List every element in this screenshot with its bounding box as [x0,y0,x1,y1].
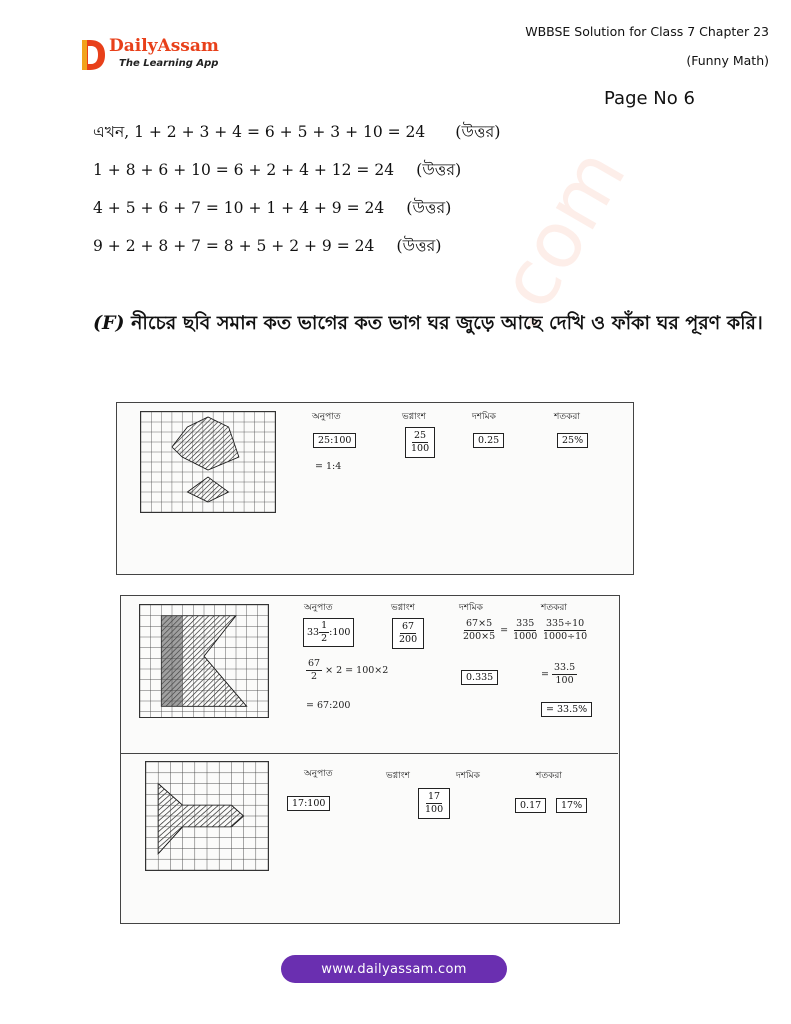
percent-box: 25% [557,433,588,448]
question-label: (F) [93,312,125,334]
panel-divider [120,753,618,754]
ratio-box: 33 $\frac{1}{2}$ :100 [303,618,354,647]
col-header-percent: শতকরা [554,412,580,422]
col-header-decimal: দশমিক [456,771,480,781]
col-header-fraction: ভগ্নাংশ [386,771,410,781]
ratio-box: 17:100 [287,796,330,811]
percent-step: $\frac{335\div 10}{1000\div 10}$ [543,618,588,642]
watermark: .com [470,134,644,345]
col-header-ratio: অনুপাত [304,769,333,779]
fraction-box: $\frac{17}{100}$ [418,788,450,819]
doc-title: WBBSE Solution for Class 7 Chapter 23 [525,24,769,39]
ratio-simplified: = 1:4 [315,461,342,472]
scan-panel-1 [116,402,634,575]
decimal-box: 0.335 [461,670,498,685]
fraction-box: $\frac{25}{100}$ [405,427,435,458]
col-header-decimal: দশমিক [459,603,483,613]
question-text: (F) নীচের ছবি সমান কত ভাগের কত ভাগ ঘর জুড়ে আছে দেখি ও ফাঁকা ঘর পূরণ করি। [93,312,763,334]
equation-line: 4 + 5 + 6 + 7 = 10 + 1 + 4 + 9 = 24 (উত্তর) [93,198,452,217]
equation-line: 9 + 2 + 8 + 7 = 8 + 5 + 2 + 9 = 24 (উত্তর) [93,236,442,255]
col-header-percent: শতকরা [536,771,562,781]
scan-panel-2 [120,595,620,924]
grid-figure-3 [145,761,269,871]
percent-mid: = $\frac{33.5}{100}$ [541,662,576,686]
col-header-percent: শতকরা [541,603,567,613]
col-header-ratio: অনুপাত [312,412,341,422]
decimal-box: 0.17 [515,798,546,813]
brand-name: DailyAssam [109,36,219,56]
percent-box: 17% [556,798,587,813]
decimal-box: 0.25 [473,433,504,448]
ratio-final: = 67:200 [306,700,351,711]
col-header-ratio: অনুপাত [304,603,333,613]
col-header-fraction: ভগ্নাংশ [402,412,426,422]
logo-d-icon [80,38,106,72]
page-number: Page No 6 [604,88,695,109]
equation-line: 1 + 8 + 6 + 10 = 6 + 2 + 4 + 12 = 24 (উত্তর) [93,160,462,179]
ratio-box: 25:100 [313,433,356,448]
brand-tagline: The Learning App [119,58,219,69]
equation-line: এখন, 1 + 2 + 3 + 4 = 6 + 5 + 3 + 10 = 24 (উত্তর) [93,122,501,141]
col-header-decimal: দশমিক [472,412,496,422]
percent-box: = 33.5% [541,702,592,717]
decimal-step: $\frac{67\times 5}{200\times 5}$ = $\frac{335}{1000}$ [463,618,538,642]
fraction-box: $\frac{67}{200}$ [392,618,424,649]
grid-figure-1 [140,411,276,513]
footer-url-pill[interactable]: www.dailyassam.com [281,955,507,983]
col-header-fraction: ভগ্নাংশ [391,603,415,613]
doc-subtitle: (Funny Math) [686,53,769,68]
ratio-step: $\frac{67}{2}$ × 2 = 100×2 [308,658,389,682]
grid-figure-2 [139,604,269,718]
